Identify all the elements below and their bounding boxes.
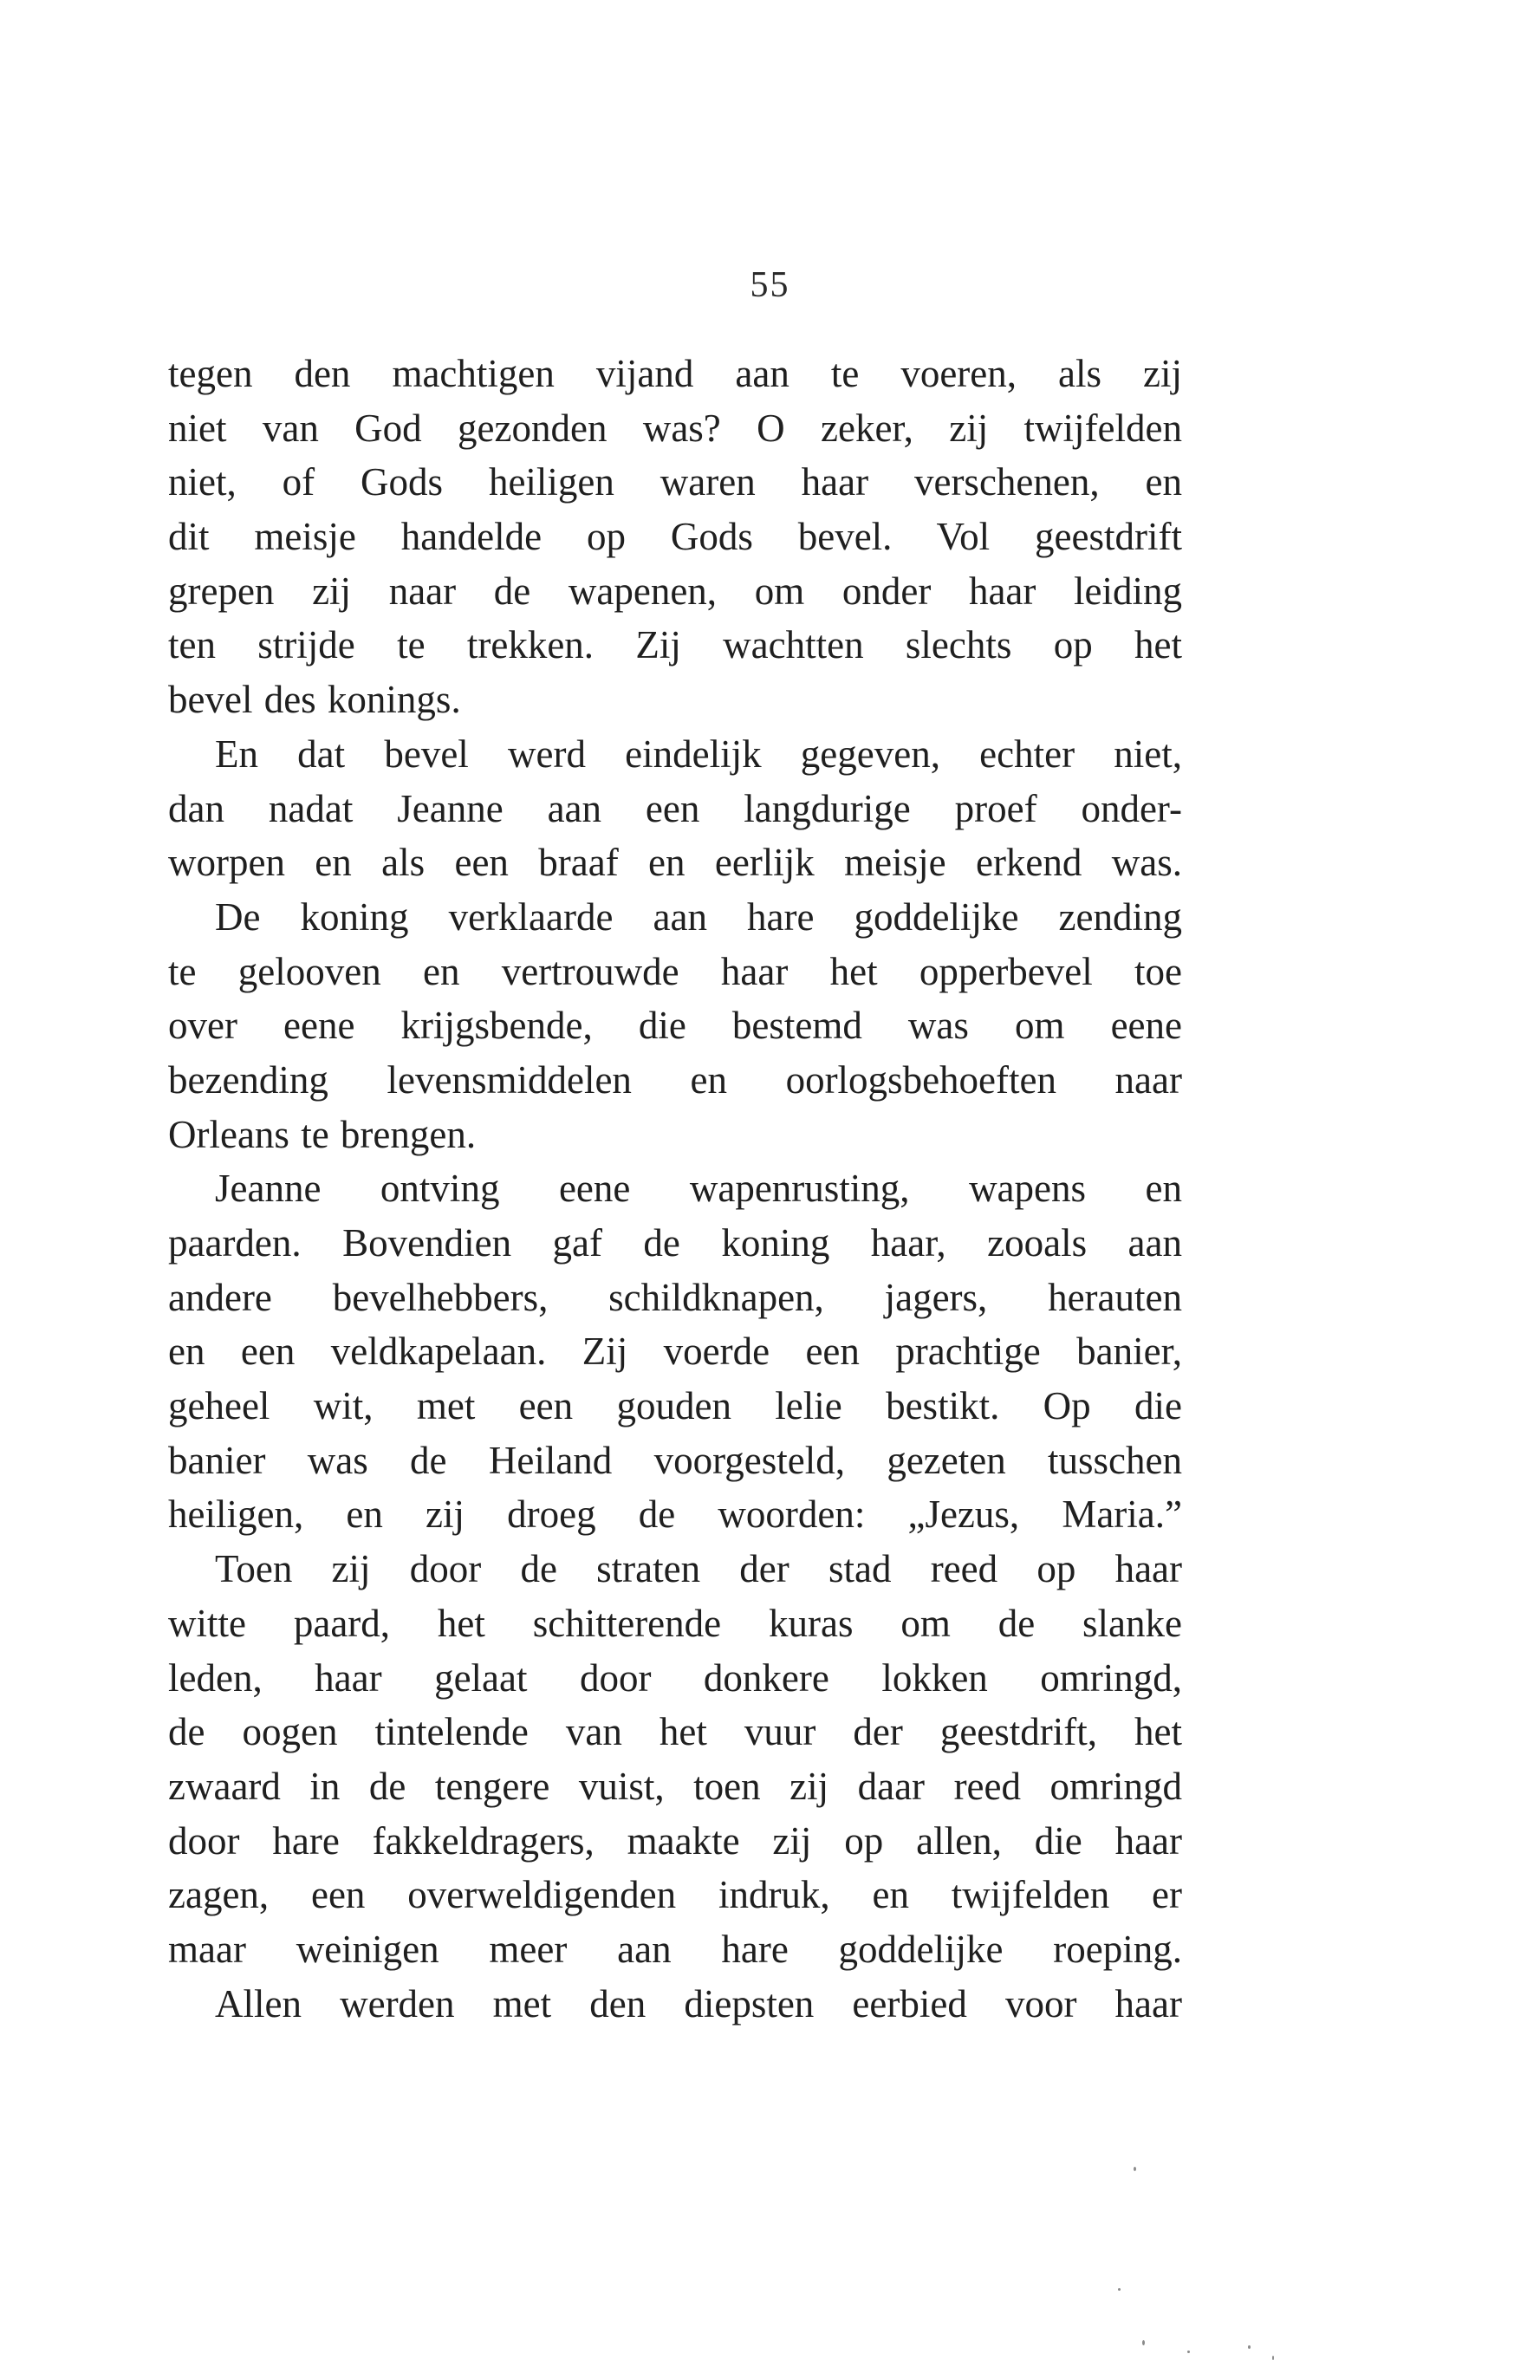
- text-line: grepen zij naar de wapenen, om onder haar leiding: [168, 569, 1182, 613]
- text-line: ten strijde te trekken. Zij wachtten slechts op het: [168, 623, 1182, 667]
- paragraph-start-line: Toen zij door de straten der stad reed op haar: [215, 1547, 1182, 1591]
- body-text: [168, 347, 1182, 2031]
- paragraph-start-line: Allen werden met den diepsten eerbied voor haar: [215, 1981, 1182, 2026]
- text-line: over eene krijgsbende, die bestemd was om eene: [168, 1004, 1182, 1048]
- text-line: Orleans te brengen.: [168, 1112, 477, 1156]
- text-line: door hare fakkeldragers, maakte zij op allen, die haar: [168, 1818, 1182, 1863]
- text-line: de oogen tintelende van het vuur der geestdrift, het: [168, 1710, 1182, 1754]
- page-number: 55: [750, 265, 790, 305]
- paragraph-start-line: De koning verklaarde aan hare goddelijke zending: [215, 894, 1182, 939]
- text-line: bevel des konings.: [168, 678, 461, 722]
- text-line: leden, haar gelaat door donkere lokken omringd,: [168, 1655, 1182, 1700]
- scan-speck: [1187, 2351, 1190, 2353]
- scan-speck: [1118, 2288, 1121, 2291]
- text-line: maar weinigen meer aan hare goddelijke roeping.: [168, 1927, 1182, 1971]
- text-line: worpen en als een braaf en eerlijk meisje erkend was.: [168, 841, 1182, 885]
- text-line: dit meisje handelde op Gods bevel. Vol geestdrift: [168, 515, 1182, 559]
- text-line: niet van God gezonden was? O zeker, zij twijfelden: [168, 406, 1182, 450]
- text-line: bezending levensmiddelen en oorlogsbehoeften naar: [168, 1057, 1182, 1102]
- text-line: zagen, een overweldigenden indruk, en twijfelden er: [168, 1873, 1182, 1917]
- text-line: zwaard in de tengere vuist, toen zij daar reed omringd: [168, 1764, 1182, 1808]
- paragraph-start-line: Jeanne ontving eene wapenrusting, wapens en: [215, 1167, 1182, 1211]
- text-line: niet, of Gods heiligen waren haar verschenen, en: [168, 460, 1182, 504]
- scan-speck: [1142, 2340, 1145, 2345]
- text-line: heiligen, en zij droeg de woorden: „Jezus, Maria.”: [168, 1492, 1182, 1537]
- scan-speck: [1134, 2167, 1136, 2171]
- text-line: te gelooven en vertrouwde haar het opperbevel toe: [168, 949, 1182, 993]
- text-line: andere bevelhebbers, schildknapen, jagers, herauten: [168, 1275, 1182, 1319]
- text-line: tegen den machtigen vijand aan te voeren, als zij: [168, 352, 1182, 395]
- text-line: banier was de Heiland voorgesteld, gezeten tusschen: [168, 1438, 1182, 1482]
- text-line: witte paard, het schitterende kuras om de slanke: [168, 1601, 1182, 1645]
- text-line: en een veldkapelaan. Zij voerde een prachtige banier,: [168, 1330, 1182, 1374]
- scan-speck: [1248, 2345, 1251, 2349]
- text-line: geheel wit, met een gouden lelie bestikt. Op die: [168, 1384, 1182, 1428]
- paragraph-start-line: En dat bevel werd eindelijk gegeven, echter niet,: [215, 732, 1182, 776]
- scan-speck: [1272, 2356, 1274, 2360]
- text-line: paarden. Bovendien gaf de koning haar, zooals aan: [168, 1221, 1182, 1265]
- text-line: dan nadat Jeanne aan een langdurige proef onder-: [168, 786, 1182, 830]
